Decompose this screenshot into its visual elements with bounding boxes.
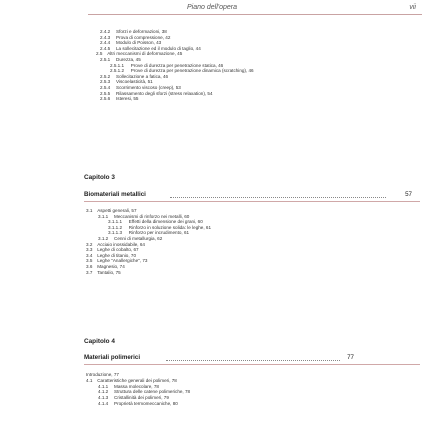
toc-entry-text: Meccanismi di rinforzo nei metalli, 60 <box>114 213 190 219</box>
toc-entry[interactable] <box>86 270 121 276</box>
toc-entry-text: Leghe di titanio, 70 <box>97 252 137 258</box>
toc-entry[interactable] <box>100 96 138 102</box>
toc-entry-text: Tantalio, 75 <box>97 269 121 275</box>
toc-entry-text: Viscoelasticità, 51 <box>116 79 153 85</box>
toc-entry-text: Aspetti generali, 57 <box>97 208 137 213</box>
toc-entry-number: 2.4.3 <box>100 34 111 40</box>
toc-entry-text: Leghe di cobalto, 67 <box>97 247 139 253</box>
toc-entry-number: 3.1.2 <box>98 236 109 241</box>
toc-entry-number: 3.4 <box>86 252 93 258</box>
toc-entry-number: 4.1.2 <box>98 389 109 395</box>
toc-entry-number: 4.1.4 <box>98 401 109 406</box>
toc-entry-number: 4.1.3 <box>98 395 109 401</box>
toc-entry-number: 3.1.1.2 <box>108 224 123 230</box>
chapter-4-page: 77 <box>347 354 354 361</box>
toc-entry-text: Introduzione, 77 <box>86 372 119 377</box>
toc-entry-text: Rinforzo per incrudimento, 61 <box>128 230 190 236</box>
toc-entry-number: 3.1 <box>86 208 93 213</box>
header-rule <box>88 14 422 15</box>
chapter-4-title[interactable]: Materiali polimerici <box>84 354 141 361</box>
toc-entry-text: Sforzi e deformazioni, 38 <box>116 29 167 34</box>
toc-entry-number: 2.5.1.2 <box>110 68 125 74</box>
toc-entry-text: Modulo di Poisson, 43 <box>116 40 162 46</box>
toc-entry-number: 3.1.1.3 <box>108 230 123 236</box>
toc-entry-number: 2.5.6 <box>100 96 111 102</box>
toc-entry-number: 2.5.5 <box>100 90 111 96</box>
chapter-4-label: Capitolo 4 <box>84 338 115 345</box>
toc-entry-text: Prova di compressione, 42 <box>116 34 171 40</box>
toc-entry-text: Scorrimento viscoso (creep), 53 <box>116 85 181 90</box>
toc-entry-text: Cenni di metallurgia, 62 <box>114 236 163 241</box>
toc-entry-number: 3.6 <box>86 264 93 269</box>
chapter-3-label: Capitolo 3 <box>84 174 115 181</box>
toc-entry-number: 2.4.4 <box>100 40 111 46</box>
toc-entry-text: Prove di durezza per penetrazione dinamica (scratching), 46 <box>130 68 254 74</box>
toc-entry-text: Altri meccanismi di deformazione, 45 <box>107 51 183 57</box>
toc-entry-text: Magnesio, 74 <box>97 264 125 269</box>
chapter-3-leader <box>170 197 386 198</box>
chapter-4-leader <box>166 360 340 361</box>
toc-entry-text: Sollecitazione a fatica, 46 <box>116 73 169 79</box>
toc-entry-text: La sollecitazione ed il modulo di taglio, 44 <box>116 45 201 51</box>
toc-entry-number: 4.1 <box>86 377 93 383</box>
toc-entry-text: Rilassamento degli sforzi (stress relaxation), 54 <box>116 90 213 96</box>
chapter-3-page: 57 <box>405 191 412 198</box>
toc-entry-text: Isteresi, 55 <box>116 96 139 102</box>
toc-entry-text: Caratteristiche generali dei polimeri, 78 <box>97 377 177 383</box>
toc-entry[interactable] <box>98 401 178 407</box>
toc-entry-number: 2.5.3 <box>100 79 111 85</box>
toc-entry-number: 3.5 <box>86 258 93 264</box>
toc-entry-text: Massa molecolare, 78 <box>114 383 159 389</box>
toc-entry-number: 3.7 <box>86 269 93 275</box>
toc-entry-text: Effetti della dimensione dei grani, 60 <box>128 219 203 225</box>
toc-entry-text: Rinforzo in soluzione solida: le leghe, 61 <box>128 224 212 230</box>
toc-entry-text: Prove di durezza per penetrazione statica, 46 <box>130 62 224 68</box>
running-header-title: Piano dell'opera <box>187 4 237 11</box>
toc-entry-number: 3.1.1 <box>98 213 109 219</box>
toc-entry-text: Leghe "Anallergiche", 73 <box>97 258 148 264</box>
toc-entry-number: 2.5.4 <box>100 85 111 90</box>
toc-entry-number: 2.4.5 <box>100 45 111 51</box>
chapter-3-rule <box>84 201 420 202</box>
toc-entry-number: 3.2 <box>86 241 93 247</box>
toc-entry-text: Durezza, 45 <box>116 57 141 62</box>
toc-entry-number: 2.5.2 <box>100 73 111 79</box>
toc-entry-number: 3.3 <box>86 247 93 253</box>
toc-entry-text: Struttura delle catene polimeriche, 78 <box>114 389 191 395</box>
chapter-3-title[interactable]: Biomateriali metallici <box>84 191 146 198</box>
toc-entry-number: 3.1.1.1 <box>108 219 123 225</box>
toc-entry-number: 2.5 <box>96 51 103 57</box>
toc-entry-number: 2.5.1.1 <box>110 62 125 68</box>
toc-entry-number: 2.5.1 <box>100 57 111 62</box>
toc-entry-text: Cristallinità dei polimeri, 79 <box>114 395 169 401</box>
toc-entry-text: Proprietà termomeccaniche, 80 <box>114 401 178 406</box>
toc-entry-text: Acciaio inossidabile, 64 <box>97 241 145 247</box>
chapter-4-rule <box>84 364 420 365</box>
toc-entry-number: 4.1.1 <box>98 383 109 389</box>
toc-entry-number: 2.4.2 <box>100 29 111 34</box>
page-number: vii <box>409 4 416 11</box>
